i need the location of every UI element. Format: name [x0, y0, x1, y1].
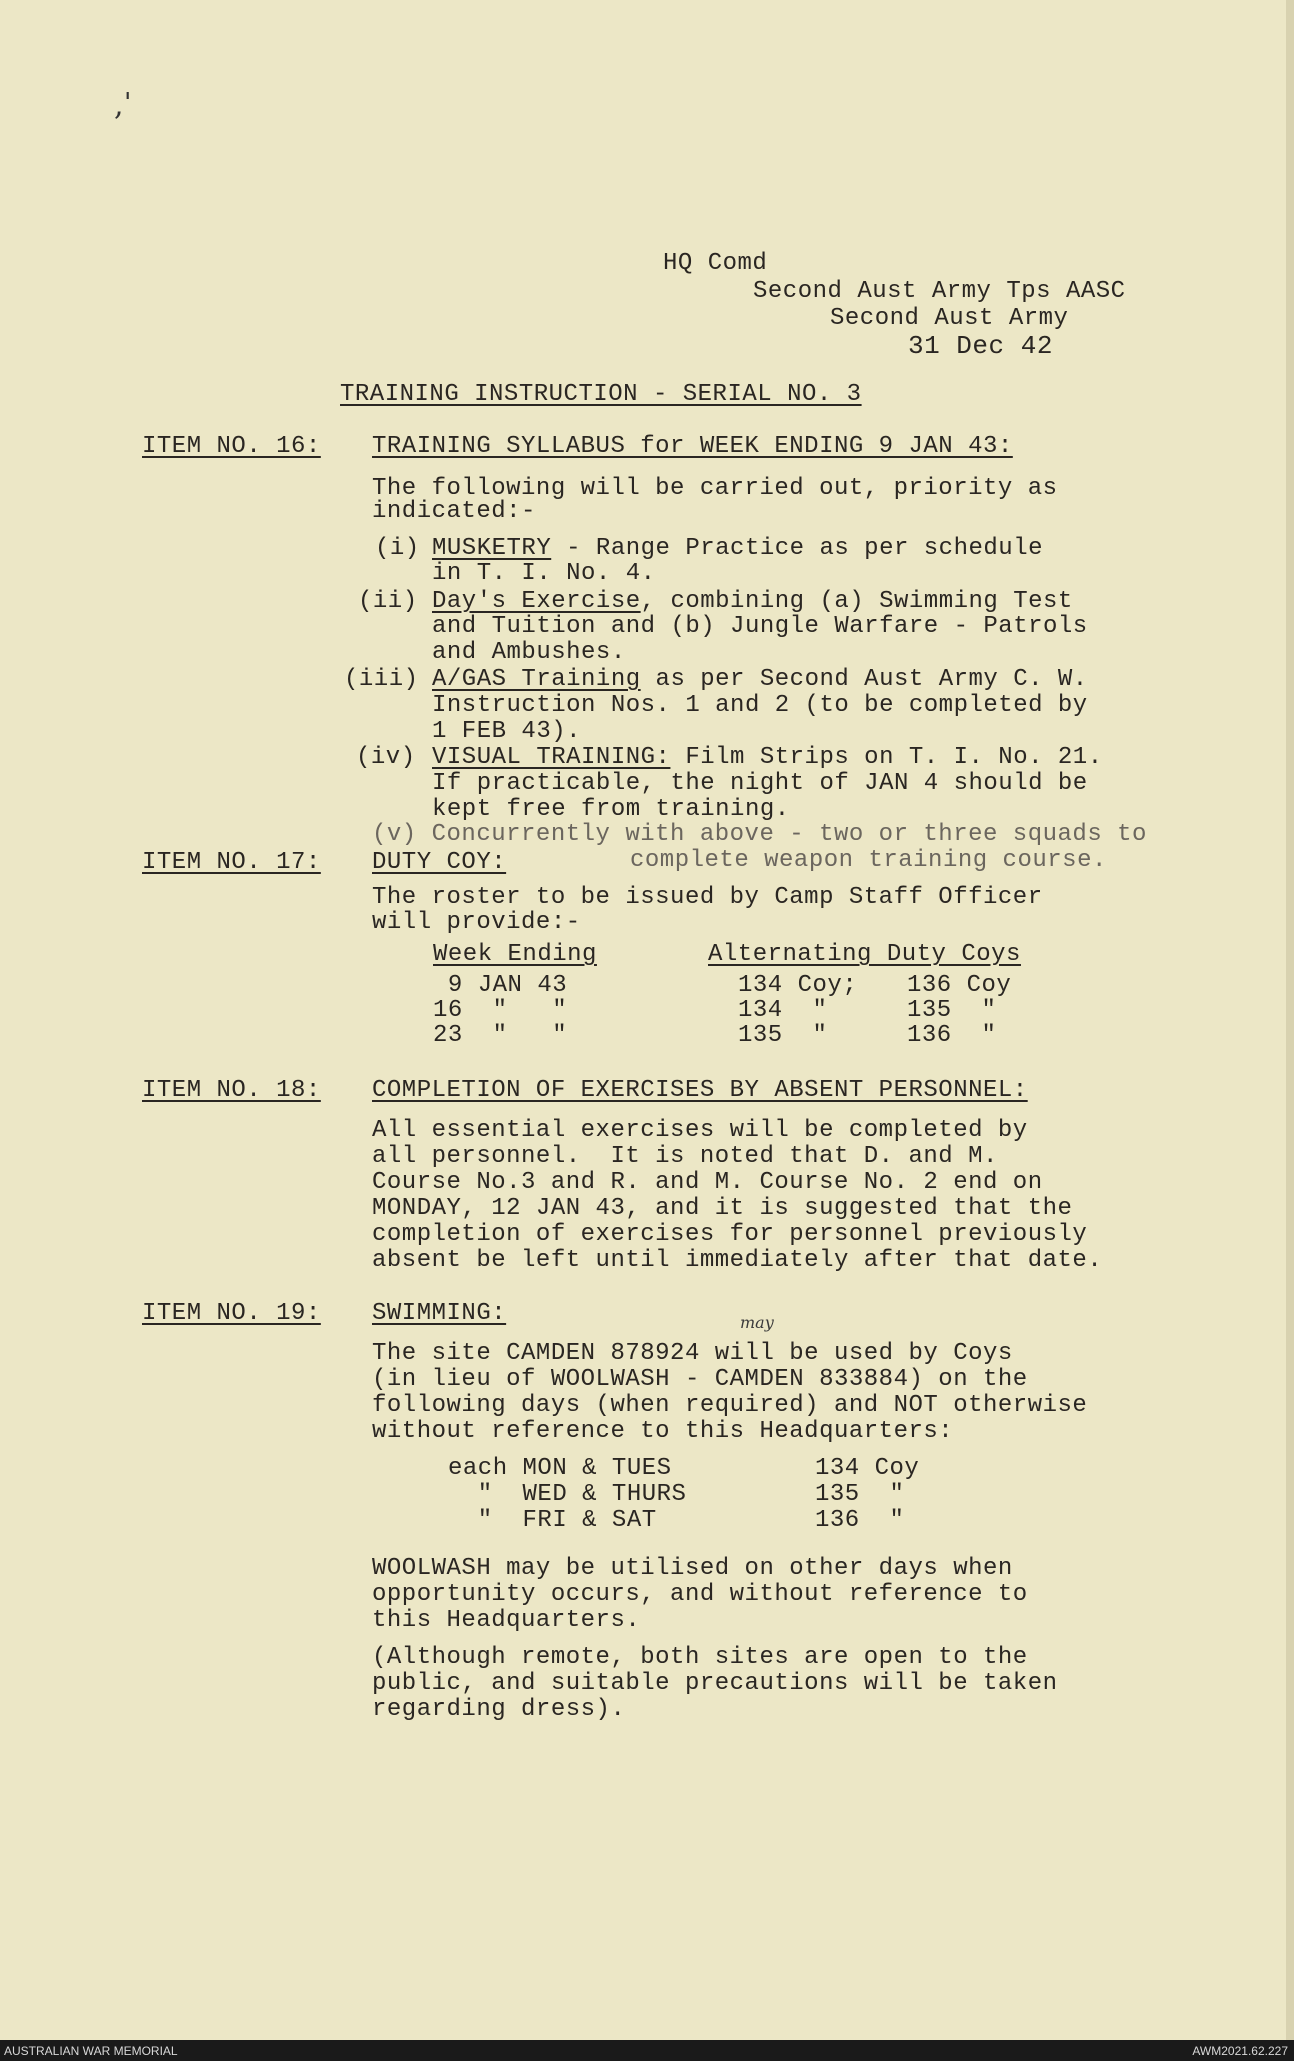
item-19-heading: SWIMMING: — [372, 1300, 507, 1327]
item-16-sub-number: (i) — [375, 535, 420, 562]
item-19-label: ITEM NO. 19: — [142, 1300, 321, 1327]
item-18-text: MONDAY, 12 JAN 43, and it is suggested that the — [372, 1195, 1073, 1222]
header-line2: Second Aust Army Tps AASC — [753, 278, 1126, 305]
swim-coy: 134 Coy — [815, 1455, 920, 1482]
item-16-sub-text: Instruction Nos. 1 and 2 (to be completed by — [432, 692, 1088, 719]
swim-days: " FRI & SAT — [448, 1507, 657, 1534]
item-17-text: will provide:- — [372, 909, 581, 936]
item-16-sub-text: kept free from training. — [432, 796, 790, 823]
roster-coy-a: 135 " — [738, 1022, 828, 1049]
swim-coy: 136 " — [815, 1507, 905, 1534]
item-16-sub-text: MUSKETRY - Range Practice as per schedule — [432, 535, 1043, 562]
archive-footer — [0, 2040, 1294, 2061]
roster-coy-a: 134 " — [738, 997, 828, 1024]
header-line1: HQ Comd — [663, 250, 768, 277]
roster-coy-b: 136 " — [907, 1022, 997, 1049]
item-16-sub-text: and Ambushes. — [432, 639, 626, 666]
item-17-text: The roster to be issued by Camp Staff Officer — [372, 884, 1043, 911]
item-19-text: regarding dress). — [372, 1696, 626, 1723]
document-title: TRAINING INSTRUCTION - SERIAL NO. 3 — [340, 381, 862, 408]
item-16-sub-text: and Tuition and (b) Jungle Warfare - Patrols — [432, 613, 1088, 640]
roster-week: 9 JAN 43 — [433, 972, 568, 999]
swim-days: each MON & TUES — [448, 1455, 672, 1482]
item-16-label: ITEM NO. 16: — [142, 433, 321, 460]
item-16-intro: The following will be carried out, priority as — [372, 475, 1058, 502]
footer-accession: AWM2021.62.227 — [1192, 2044, 1288, 2058]
item-16-sub-text: complete weapon training course. — [630, 847, 1107, 874]
item-16-sub-number: (iv) — [356, 744, 416, 771]
item-17-label: ITEM NO. 17: — [142, 849, 321, 876]
item-19-text: opportunity occurs, and without reference to — [372, 1581, 1028, 1608]
item-17-heading: DUTY COY: — [372, 849, 507, 876]
item-18-text: completion of exercises for personnel previously — [372, 1221, 1088, 1248]
item-19-text: this Headquarters. — [372, 1607, 641, 1634]
header-line3: Second Aust Army — [830, 305, 1069, 332]
item-19-text: public, and suitable precautions will be taken — [372, 1670, 1058, 1697]
item-16-sub-text: Day's Exercise, combining (a) Swimming Test — [432, 588, 1073, 615]
item-16-sub-text: VISUAL TRAINING: Film Strips on T. I. No. 21. — [432, 744, 1103, 771]
item-18-text: All essential exercises will be completed by — [372, 1117, 1028, 1144]
item-18-text: absent be left until immediately after that date. — [372, 1247, 1103, 1274]
item-18-label: ITEM NO. 18: — [142, 1077, 321, 1104]
header-date: 31 Dec 42 — [908, 331, 1053, 361]
item-16-sub-text: If practicable, the night of JAN 4 should be — [432, 770, 1088, 797]
item-19-text: WOOLWASH may be utilised on other days when — [372, 1555, 1013, 1582]
swim-days: " WED & THURS — [448, 1481, 687, 1508]
item-16-intro: indicated:- — [372, 498, 536, 525]
item-19-text: The site CAMDEN 878924 will be used by Coys — [372, 1340, 1013, 1367]
item-16-sub-number: (iii) — [344, 666, 419, 693]
item-18-text: all personnel. It is noted that D. and M. — [372, 1143, 998, 1170]
roster-header-coys: Alternating Duty Coys — [708, 941, 1021, 968]
item-19-text: without reference to this Headquarters: — [372, 1418, 954, 1445]
item-18-heading: COMPLETION OF EXERCISES BY ABSENT PERSONNEL: — [372, 1077, 1028, 1104]
page-edge — [1286, 0, 1294, 2040]
swim-coy: 135 " — [815, 1481, 905, 1508]
handwritten-annotation: may — [740, 1313, 774, 1332]
footer-source: AUSTRALIAN WAR MEMORIAL — [4, 2044, 178, 2058]
item-16-sub-number: (ii) — [358, 588, 418, 615]
roster-coy-b: 135 " — [907, 997, 997, 1024]
item-16-sub-text: 1 FEB 43). — [432, 718, 582, 745]
roster-coy-b: 136 Coy — [907, 972, 1012, 999]
item-16-sub-text: A/GAS Training as per Second Aust Army C. W. — [432, 666, 1088, 693]
item-19-text: (in lieu of WOOLWASH - CAMDEN 833884) on the — [372, 1366, 1028, 1393]
roster-header-week: Week Ending — [433, 941, 597, 968]
item-19-text: following days (when required) and NOT otherwise — [372, 1392, 1088, 1419]
item-16-sub-text: in T. I. No. 4. — [432, 560, 656, 587]
roster-week: 23 " " — [433, 1022, 568, 1049]
item-19-text: (Although remote, both sites are open to the — [372, 1644, 1028, 1671]
roster-coy-a: 134 Coy; — [738, 972, 858, 999]
item-16-sub-text: (v) Concurrently with above - two or three squads to — [372, 821, 1147, 848]
roster-week: 16 " " — [433, 997, 568, 1024]
margin-mark: ,ˈ — [114, 88, 132, 123]
item-16-heading: TRAINING SYLLABUS for WEEK ENDING 9 JAN 43: — [372, 433, 1013, 460]
item-18-text: Course No.3 and R. and M. Course No. 2 end on — [372, 1169, 1043, 1196]
